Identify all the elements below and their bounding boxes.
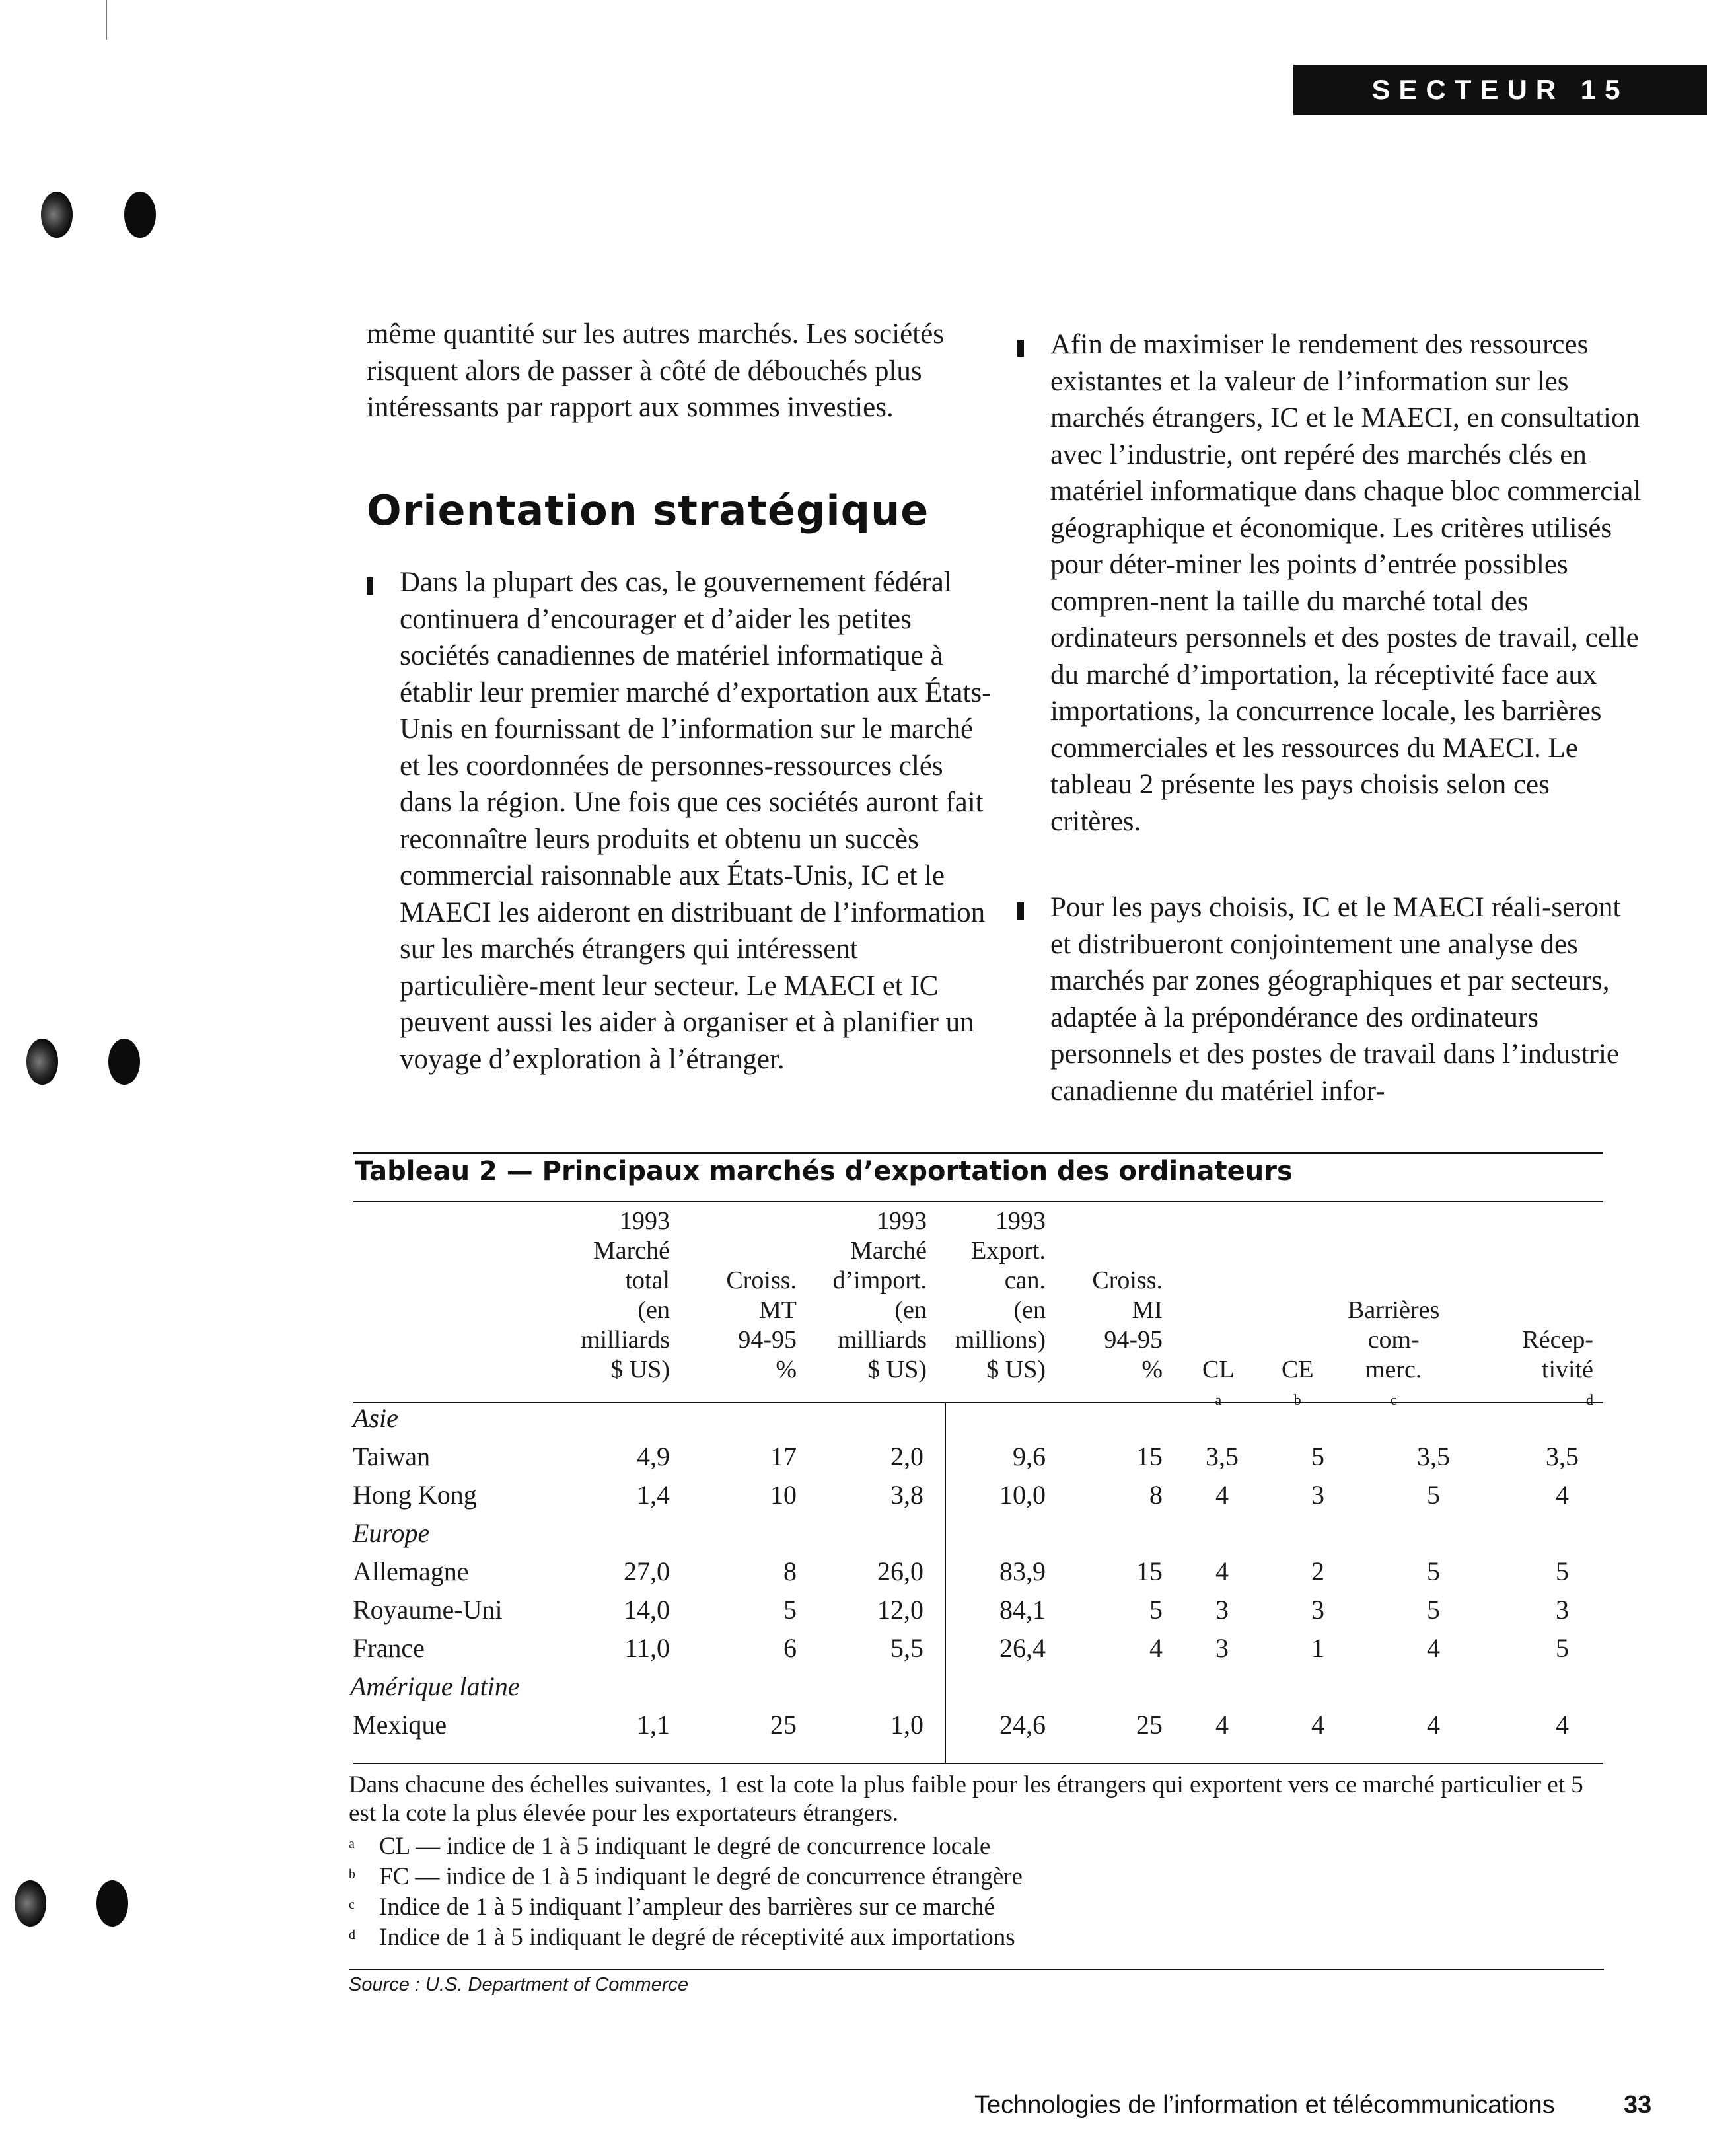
country-cell: Mexique [353,1710,447,1740]
header-export-can: 1993 Export. can. (en millions) $ US) [955,1207,1046,1383]
value-cell-ce: 4 [1311,1710,1324,1740]
table-bottom-rule [353,1763,1603,1764]
value-cell-barr: 3,5 [1417,1442,1450,1471]
value-cell-recep: 4 [1556,1710,1569,1740]
binder-hole-icon [26,1039,58,1085]
bullet-mark-icon [367,577,373,595]
section-heading: Orientation stratégique [367,486,929,534]
region-label: Amérique latine [350,1671,520,1701]
value-cell-ce: 2 [1311,1557,1324,1586]
value-cell-cmi: 15 [1136,1442,1163,1471]
value-cell-cmt: 25 [770,1710,797,1740]
value-cell-mt: 27,0 [624,1557,670,1586]
value-cell-cmt: 10 [770,1480,797,1510]
value-cell-cl: 3 [1215,1633,1229,1663]
value-cell-recep: 4 [1556,1480,1569,1510]
value-cell-exp: 26,4 [999,1633,1046,1663]
binder-line [106,0,107,40]
value-cell-ce: 5 [1311,1442,1324,1471]
country-cell: Hong Kong [353,1480,477,1510]
value-cell-barr: 5 [1427,1480,1440,1510]
value-cell-exp: 9,6 [1013,1442,1046,1471]
value-cell-cl: 3 [1215,1595,1229,1625]
value-cell-barr: 5 [1427,1557,1440,1586]
intro-text: même quantité sur les autres marchés. Les sociétés risquent alors de passer à côté de débouchés plus intéressants par rapport aux sommes investies. [367,318,945,423]
region-label: Europe [353,1518,430,1548]
value-cell-mi: 1,0 [890,1710,923,1740]
intro-paragraph [367,316,961,426]
value-cell-cmi: 4 [1149,1633,1163,1663]
value-cell-exp: 83,9 [999,1557,1046,1586]
value-cell-cmi: 15 [1136,1557,1163,1586]
binder-hole-icon [15,1880,46,1927]
value-cell-mt: 11,0 [624,1633,670,1663]
binder-hole-icon [108,1039,140,1085]
bullet-mark-icon [1017,340,1024,357]
value-cell-mi: 12,0 [877,1595,923,1625]
binder-hole-icon [96,1880,128,1927]
region-label: Asie [353,1403,398,1433]
table-divider [945,1402,946,1763]
table-note-text: Dans chacune des échelles suivantes, 1 est la cote la plus faible pour les étrangers qui exportent vers ce marché particulier et 5 est la cote la plus élevée pour les exportateurs étrangers. [349,1771,1583,1827]
binder-hole-icon [41,192,73,238]
value-cell-ce: 3 [1311,1480,1324,1510]
table-header-rule [353,1201,1603,1202]
value-cell-mt: 14,0 [624,1595,670,1625]
country-cell: Royaume-Uni [353,1595,503,1625]
table-note [349,1771,1604,1827]
value-cell-cmt: 8 [783,1557,797,1586]
value-cell-recep: 5 [1556,1633,1569,1663]
value-cell-cmi: 8 [1149,1480,1163,1510]
value-cell-ce: 3 [1311,1595,1324,1625]
header-marche-total: 1993 Marché total (en milliards $ US) [580,1207,670,1383]
value-cell-ce: 1 [1311,1633,1324,1663]
right-bullet-2-text: Pour les pays choisis, IC et le MAECI réali-seront et distribueront conjointement une analyse des marchés par zones géographiques et par secteurs, adaptée à la prépondérance des ordinateurs personnels et des postes de travail dans l’industrie canadienne du matériel infor- [1050,892,1621,1107]
country-cell: Allemagne [353,1557,469,1586]
value-cell-barr: 5 [1427,1595,1440,1625]
table-top-rule [353,1152,1603,1154]
header-croiss-mi: Croiss. MI 94-95 % [1092,1267,1163,1383]
bullet-mark-icon [1017,902,1024,920]
value-cell-recep: 5 [1556,1557,1569,1586]
value-cell-mt: 1,1 [637,1710,670,1740]
value-cell-cl: 4 [1215,1710,1229,1740]
value-cell-cl: 4 [1215,1480,1229,1510]
value-cell-mt: 4,9 [637,1442,670,1471]
country-cell: France [353,1633,425,1663]
value-cell-mi: 3,8 [890,1480,923,1510]
value-cell-cl: 3,5 [1206,1442,1239,1471]
value-cell-barr: 4 [1427,1633,1440,1663]
left-bullet-1 [367,564,994,1078]
header-marche-import: 1993 Marché d’import. (en milliards $ US) [832,1207,927,1383]
value-cell-exp: 10,0 [999,1480,1046,1510]
binder-hole-icon [124,192,156,238]
value-cell-mi: 5,5 [890,1633,923,1663]
value-cell-recep: 3,5 [1546,1442,1579,1471]
header-cl: CL $^a$ [1202,1356,1235,1408]
value-cell-exp: 84,1 [999,1595,1046,1625]
section-tag: SECTEUR 15 [1293,65,1707,115]
header-croiss-mt: Croiss. MT 94-95 % [726,1267,797,1383]
value-cell-cmi: 25 [1136,1710,1163,1740]
value-cell-cl: 4 [1215,1557,1229,1586]
right-bullet-2 [1017,889,1645,1109]
header-receptivite: Récep- tivité $^d$ [1522,1326,1593,1408]
value-cell-barr: 4 [1427,1710,1440,1740]
country-cell: Taiwan [353,1442,431,1471]
value-cell-cmi: 5 [1149,1595,1163,1625]
value-cell-cmt: 5 [783,1595,797,1625]
value-cell-mi: 2,0 [890,1442,923,1471]
value-cell-mi: 26,0 [877,1557,923,1586]
right-bullet-1-text: Afin de maximiser le rendement des ressources existantes et la valeur de l’information sur les marchés étrangers, IC et le MAECI, en consultation avec l’industrie, ont repéré des marchés clés en matériel informatique dans chaque bloc commercial géographique et économique. Les critères utilisés pour déter-miner les points d’entrée possibles compren-nent la taille du marché total des ordinateurs personnels et des postes de travail, celle du marché d’importation, la réceptivité face aux importations, la concurrence locale, les barrières commerciales et les ressources du MAECI. Le tableau 2 présente les pays choisis selon ces critères. [1050,329,1642,837]
footer-title: Technologies de l’information et télécommunications [974,2091,1555,2119]
source-rule [349,1969,1604,1970]
value-cell-mt: 1,4 [637,1480,670,1510]
value-cell-cmt: 6 [783,1633,797,1663]
left-bullet-1-text: Dans la plupart des cas, le gouvernement fédéral continuera d’encourager et d’aider les petites sociétés canadiennes de matériel informatique à établir leur premier marché d’exportation aux États-Unis en fournissant de l’information sur le marché et les coordonnées de personnes-ressources clés dans la région. Une fois que ces sociétés auront fait reconnaître leurs produits et obtenu un succès commercial raisonnable aux États-Unis, IC et le MAECI les aideront en distribuant de l’information sur les marchés étrangers qui intéressent particulière-ment leur secteur. Le MAECI et IC peuvent aussi les aider à organiser et à planifier un voyage d’exploration à l’étranger. [400,567,992,1075]
header-ce: CE $^b$ [1282,1356,1314,1408]
table-source: Source : U.S. Department of Commerce [349,1974,689,1995]
header-barrieres: Barrières com- merc. $^c$ [1348,1296,1440,1408]
table-title: Tableau 2 — Principaux marchés d’exportation des ordinateurs [355,1156,1293,1187]
value-cell-recep: 3 [1556,1595,1569,1625]
page-number: 33 [1624,2091,1652,2119]
value-cell-cmt: 17 [770,1442,797,1471]
value-cell-exp: 24,6 [999,1710,1046,1740]
right-bullet-1 [1017,326,1645,840]
